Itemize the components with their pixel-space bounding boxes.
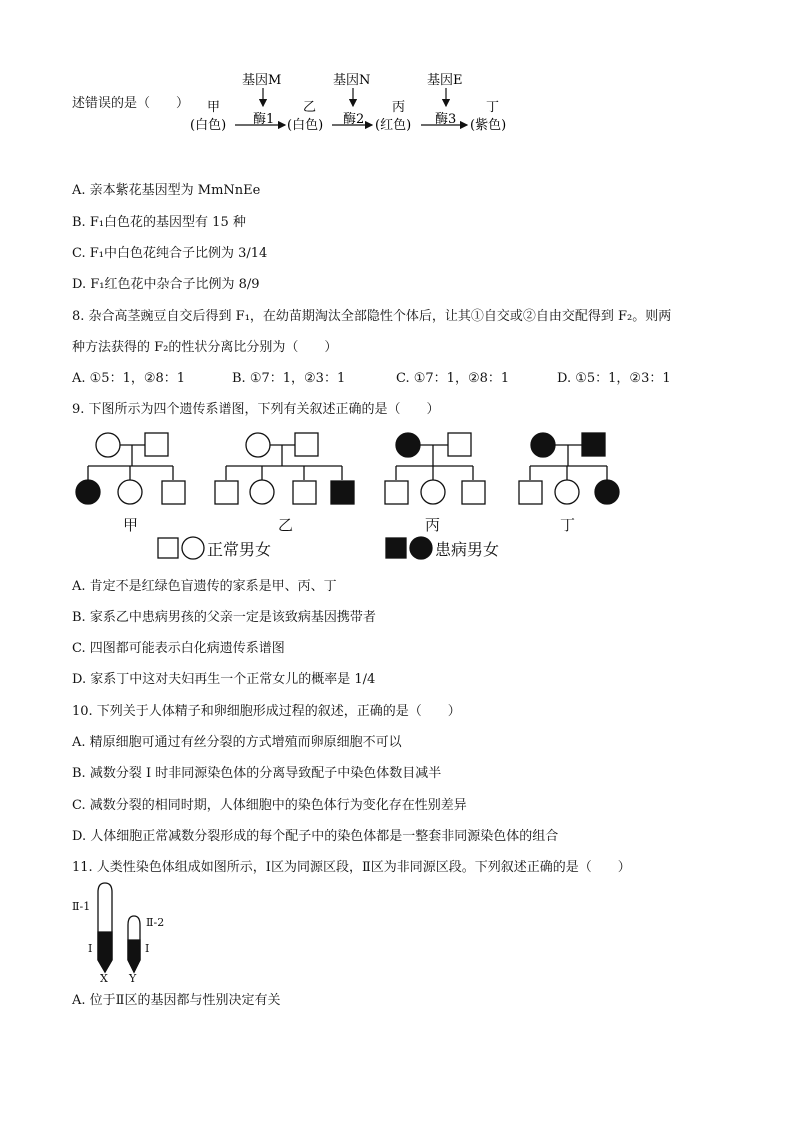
substance-ding-color: (紫色) <box>470 118 507 133</box>
q10-option-c: C. 减数分裂的相同时期，人体细胞中的染色体行为变化存在性别差异 <box>72 798 467 813</box>
q8-option-a: A. ①5：1，②8：1 <box>72 371 186 386</box>
chromosome-x-label: X <box>100 972 108 985</box>
q7-option-b: B. F₁白色花的基因型有 15 种 <box>72 215 246 230</box>
gene-n-label: 基因N <box>333 73 371 88</box>
pedigree-label-yi: 乙 <box>278 516 294 534</box>
substance-bing-name: 丙 <box>392 100 406 115</box>
enzyme-pathway-diagram <box>185 66 525 146</box>
q10-stem: 10. 下列关于人体精子和卵细胞形成过程的叙述，正确的是（ ） <box>72 704 461 719</box>
q8-option-c: C. ①7：1，②8：1 <box>396 371 510 386</box>
q7-stem-tail: 述错误的是（ ） <box>72 96 190 111</box>
q8-option-d: D. ①5：1，②3：1 <box>557 371 671 386</box>
q9-option-b: B. 家系乙中患病男孩的父亲一定是该致病基因携带者 <box>72 610 376 625</box>
region-i-y-label: Ⅰ <box>145 942 150 955</box>
legend-normal-label: 正常男女 <box>207 540 272 559</box>
gene-m-label: 基因M <box>242 73 282 88</box>
substance-bing-color: (红色) <box>375 118 412 133</box>
legend-affected-label: 患病男女 <box>435 540 500 559</box>
q11-option-a: A. 位于Ⅱ区的基因都与性别决定有关 <box>72 993 281 1008</box>
q8-option-b: B. ①7：1，②3：1 <box>232 371 346 386</box>
q10-option-b: B. 减数分裂 I 时非同源染色体的分离导致配子中染色体数目减半 <box>72 766 442 781</box>
enzyme-3-label: 酶3 <box>435 112 457 127</box>
q8-stem-line1: 8. 杂合高茎豌豆自交后得到 F₁，在幼苗期淘汰全部隐性个体后，让其①自交或②自由交配得到 F₂。则两 <box>72 309 672 324</box>
substance-ding-name: 丁 <box>486 100 500 115</box>
substance-yi-name: 乙 <box>303 100 317 115</box>
sex-chromosome-diagram <box>70 880 190 985</box>
region-ii-2-label: Ⅱ-2 <box>146 916 165 929</box>
q9-stem: 9. 下图所示为四个遗传系谱图，下列有关叙述正确的是（ ） <box>72 402 440 417</box>
substance-yi-color: (白色) <box>287 118 324 133</box>
q9-option-a: A. 肯定不是红绿色盲遗传的家系是甲、丙、丁 <box>72 579 337 594</box>
pedigree-charts <box>70 428 650 563</box>
region-ii-1-label: Ⅱ-1 <box>72 900 91 913</box>
q8-stem-line2: 种方法获得的 F₂的性状分离比分别为（ ） <box>72 340 338 355</box>
q9-option-c: C. 四图都可能表示白化病遗传系谱图 <box>72 641 285 656</box>
q7-option-a: A. 亲本紫花基因型为 MmNnEe <box>72 183 261 198</box>
enzyme-2-label: 酶2 <box>343 112 365 127</box>
substance-jia-name: 甲 <box>207 100 221 115</box>
gene-e-label: 基因E <box>427 73 463 88</box>
q10-option-a: A. 精原细胞可通过有丝分裂的方式增殖而卵原细胞不可以 <box>72 735 402 750</box>
pedigree-label-bing: 丙 <box>425 516 441 534</box>
q10-option-d: D. 人体细胞正常减数分裂形成的每个配子中的染色体都是一整套非同源染色体的组合 <box>72 829 559 844</box>
enzyme-1-label: 酶1 <box>253 112 275 127</box>
q11-stem: 11. 人类性染色体组成如图所示，Ⅰ区为同源区段，Ⅱ区为非同源区段。下列叙述正确的是（ ） <box>72 860 631 875</box>
q7-option-c: C. F₁中白色花纯合子比例为 3/14 <box>72 246 268 261</box>
q9-option-d: D. 家系丁中这对夫妇再生一个正常女儿的概率是 1/4 <box>72 672 376 687</box>
pedigree-label-jia: 甲 <box>123 516 139 534</box>
pedigree-label-ding: 丁 <box>560 516 576 534</box>
chromosome-y-label: Y <box>129 972 137 985</box>
substance-jia-color: (白色) <box>190 118 227 133</box>
q7-option-d: D. F₁红色花中杂合子比例为 8/9 <box>72 277 260 292</box>
region-i-x-label: Ⅰ <box>88 942 93 955</box>
